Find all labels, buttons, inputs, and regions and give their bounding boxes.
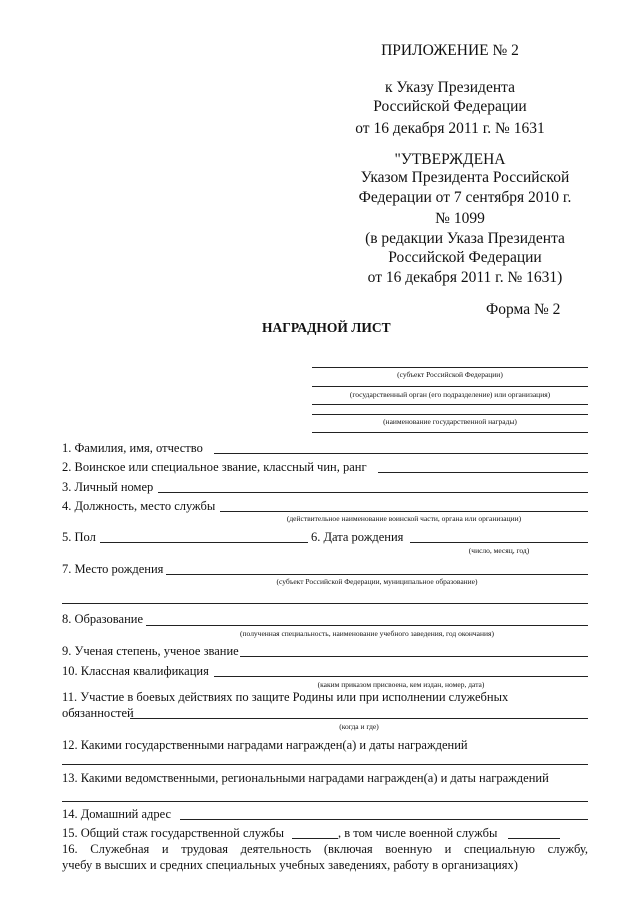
field-1-input[interactable] [214, 453, 588, 454]
organ-line-2[interactable] [312, 404, 588, 405]
field-7-label: 7. Место рождения [62, 562, 164, 576]
award-line-2[interactable] [312, 432, 588, 433]
field-12-label: 12. Какими государственными наградами награжден(а) и даты награждений [62, 738, 468, 752]
approved-line6: Российской Федерации [388, 249, 542, 266]
field-8-caption: (полученная специальность, наименование учебного заведения, год окончания) [240, 629, 494, 638]
organ-line[interactable] [312, 386, 588, 387]
field-3-input[interactable] [158, 492, 588, 493]
approved-line4: № 1099 [435, 210, 485, 227]
field-16-label-line2: учебу в высших и средних специальных учебных заведениях, работу в организациях) [62, 858, 518, 872]
field-7-input[interactable] [166, 574, 588, 575]
approved-heading: "УТВЕРЖДЕНА [394, 151, 506, 168]
field-11-caption: (когда и где) [339, 722, 379, 731]
field-15-military-input[interactable] [508, 838, 560, 839]
field-15-label: 15. Общий стаж государственной службы [62, 826, 285, 840]
field-6-input[interactable] [410, 542, 588, 543]
field-15-input[interactable] [292, 838, 338, 839]
subject-caption: (субъект Российской Федерации) [397, 370, 503, 379]
field-8-input[interactable] [146, 625, 588, 626]
field-3-label: 3. Личный номер [62, 480, 154, 494]
field-12-input[interactable] [62, 764, 588, 765]
field-10-input[interactable] [214, 676, 588, 677]
field-7-caption: (субъект Российской Федерации, муниципальное образование) [276, 577, 478, 586]
field-13-input[interactable] [62, 801, 588, 802]
field-14-input[interactable] [180, 819, 588, 820]
approved-line2: Указом Президента Российской [360, 169, 570, 186]
field-16-label-line1: 16. Служебная и трудовая деятельность (включая военную и специальную службу, [62, 842, 588, 856]
field-15-label-military: , в том числе военной службы [338, 826, 498, 840]
approved-line5: (в редакции Указа Президента [365, 230, 565, 247]
field-10-label: 10. Классная квалификация [62, 664, 209, 678]
field-6-label: 6. Дата рождения [311, 530, 404, 544]
field-2-label: 2. Воинское или специальное звание, классный чин, ранг [62, 460, 367, 474]
organ-caption: (государственный орган (его подразделение) или организация) [349, 390, 551, 399]
field-4-input[interactable] [220, 511, 588, 512]
field-11-input[interactable] [130, 718, 588, 719]
field-11-label-line1: 11. Участие в боевых действиях по защите Родины или при исполнении служебных [62, 690, 509, 704]
to-decree-line3: от 16 декабря 2011 г. № 1631 [355, 120, 545, 137]
field-8-label: 8. Образование [62, 612, 144, 626]
field-7-input-2[interactable] [62, 603, 588, 604]
field-9-label: 9. Ученая степень, ученое звание [62, 644, 239, 658]
approved-line3: Федерации от 7 сентября 2010 г. [358, 189, 572, 206]
field-4-label: 4. Должность, место службы [62, 499, 216, 513]
to-decree-line2: Российской Федерации [373, 98, 527, 115]
form-title: НАГРАДНОЙ ЛИСТ [262, 320, 391, 335]
field-14-label: 14. Домашний адрес [62, 807, 172, 821]
form-number: Форма № 2 [486, 301, 561, 318]
field-10-caption: (каким приказом присвоена, кем издан, номер, дата) [317, 680, 485, 689]
field-5-label: 5. Пол [62, 530, 96, 544]
subject-line[interactable] [312, 367, 588, 368]
field-6-caption: (число, месяц, год) [468, 546, 530, 555]
award-line[interactable] [312, 414, 588, 415]
award-caption: (наименование государственной награды) [383, 417, 517, 426]
field-9-input[interactable] [240, 656, 588, 657]
field-11-label-line2: обязанностей [62, 706, 134, 720]
approved-line7: от 16 декабря 2011 г. № 1631) [367, 269, 563, 286]
field-13-label: 13. Какими ведомственными, региональными наградами награжден(а) и даты награждений [62, 771, 549, 785]
field-4-caption: (действительное наименование воинской части, органа или организации) [286, 514, 522, 523]
appendix-title: ПРИЛОЖЕНИЕ № 2 [381, 42, 519, 59]
field-5-input[interactable] [100, 542, 308, 543]
to-decree-line1: к Указу Президента [385, 79, 515, 96]
field-1-label: 1. Фамилия, имя, отчество [62, 441, 203, 455]
field-2-input[interactable] [378, 472, 588, 473]
